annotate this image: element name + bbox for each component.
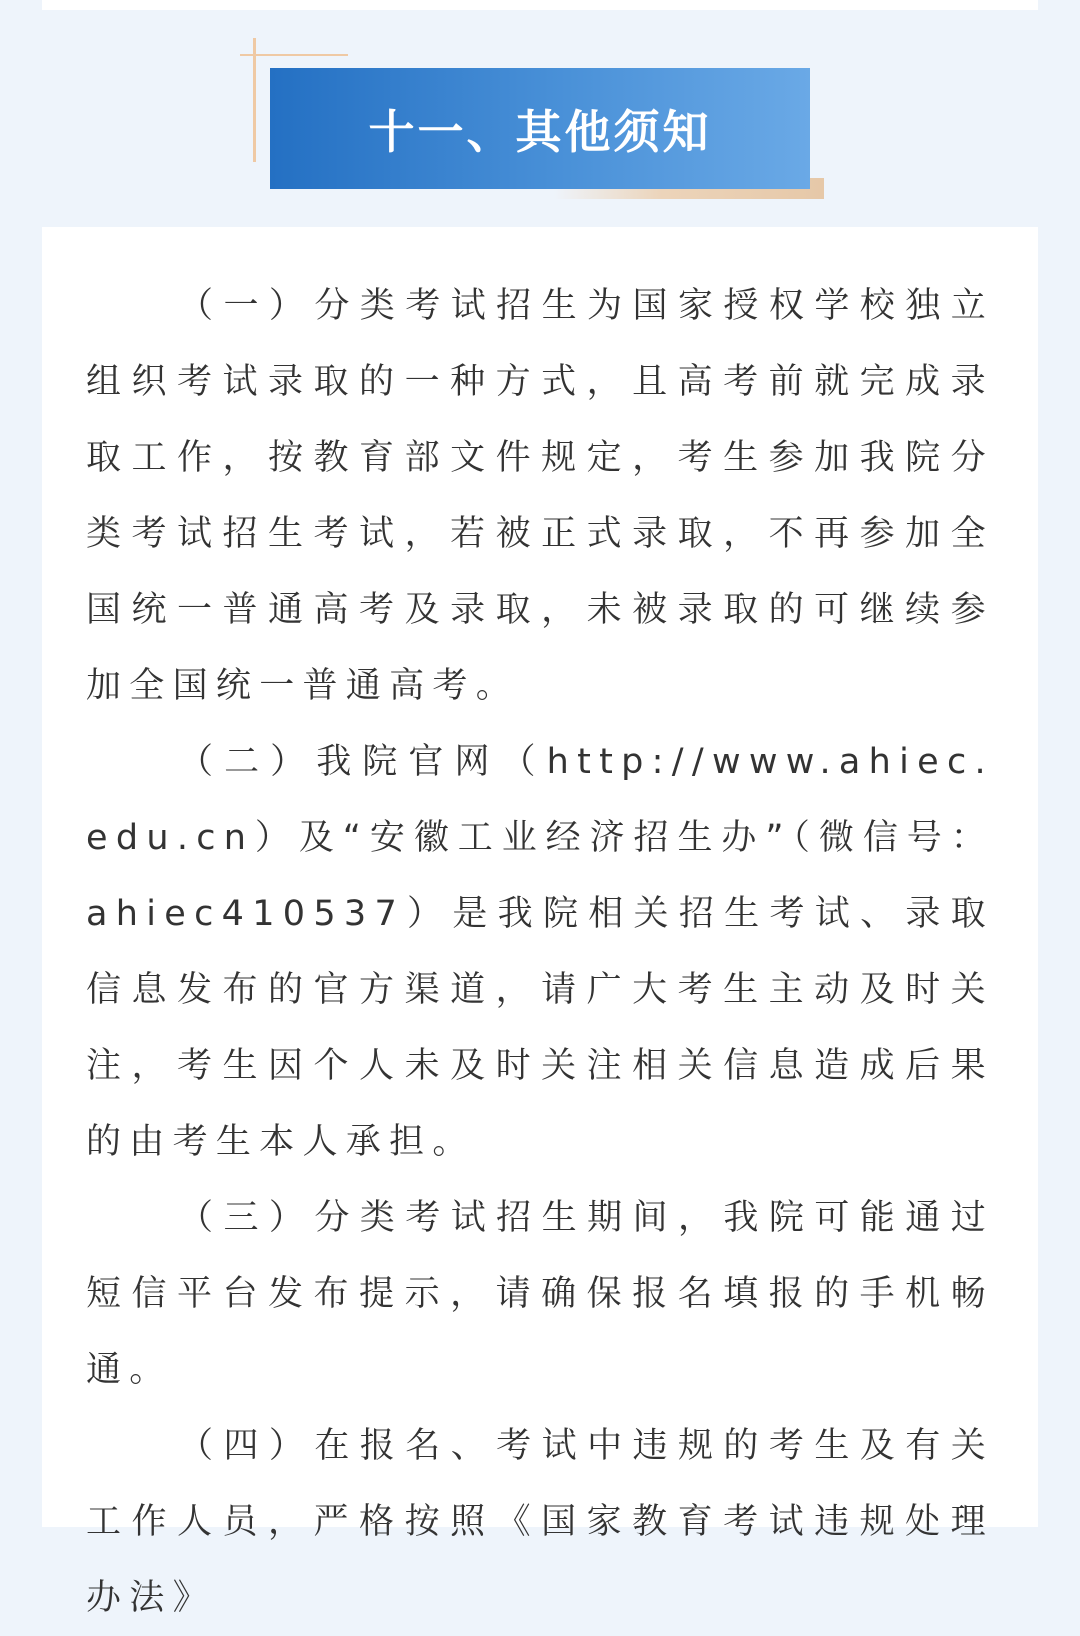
paragraph-2: （二）我院官网（http://www.ahiec.edu.cn）及“安徽工业经济招生办”（微信号：ahiec410537）是我院相关招生考试、录取信息发布的官方渠道，请广大考生主动及时关注，考生因个人未及时关注相关信息造成后果的由考生本人承担。 (86, 742, 994, 1162)
decorative-horizontal-line (240, 54, 348, 56)
decorative-vertical-line (253, 38, 256, 162)
section-title-banner (270, 68, 810, 189)
top-card-edge (42, 0, 1038, 10)
paragraph-3: （三）分类考试招生期间，我院可能通过短信平台发布提示，请确保报名填报的手机畅通。 (86, 1198, 994, 1390)
section-title: 十一、其他须知 (368, 104, 712, 159)
notice-content (86, 268, 994, 1636)
paragraph-4: （四）在报名、考试中违规的考生及有关工作人员，严格按照《国家教育考试违规处理办法》 (86, 1426, 994, 1618)
paragraph-1: （一）分类考试招生为国家授权学校独立组织考试录取的一种方式，且高考前就完成录取工作，按教育部文件规定，考生参加我院分类考试招生考试，若被正式录取，不再参加全国统一普通高考及录取，未被录取的可继续参加全国统一普通高考。 (86, 286, 994, 706)
